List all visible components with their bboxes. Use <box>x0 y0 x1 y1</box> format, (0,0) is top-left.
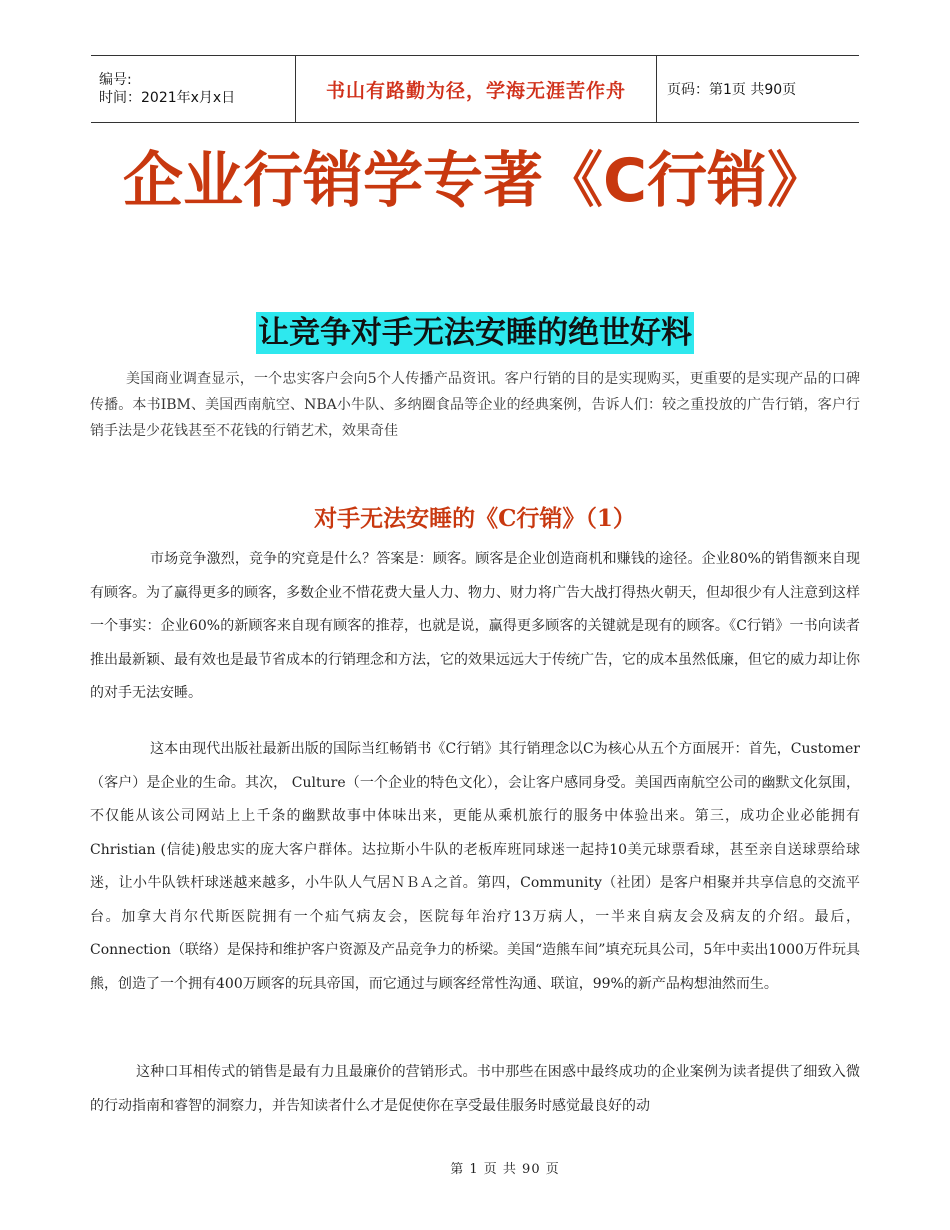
body-paragraph-3: 这种口耳相传式的销售是最有力且最廉价的营销形式。书中那些在困惑中最终成功的企业案例为读者提供了细致入微的行动指南和睿智的洞察力，并告知读者什么才是促使你在享受最佳服务时感觉最良好的动 <box>90 1064 860 1114</box>
motto-text: 书山有路勤为径，学海无涯苦作舟 <box>325 79 626 102</box>
header-meta <box>91 56 295 122</box>
time-label: 时间：2021年x月x日 <box>99 90 236 106</box>
document-subtitle: 让竞争对手无法安睡的绝世好料 <box>256 312 694 354</box>
page-info-text: 页码：第1页 共90页 <box>667 82 797 98</box>
intro-paragraph: 美国商业调查显示，一个忠实客户会向5个人传播产品资讯。客户行销的目的是实现购买，更重要的是实现产品的口碑传播。本书IBM、美国西南航空、NBA小牛队、多纳圈食品等企业的经典案例，告诉人们：较之重投放的广告行销，客户行销手法是少花钱甚至不花钱的行销艺术，效果奇佳 <box>90 371 860 439</box>
subtitle-wrap <box>0 312 950 354</box>
document-header <box>91 55 859 123</box>
body-paragraph-1: 市场竞争激烈，竞争的究竟是什么？答案是：顾客。顾客是企业创造商机和赚钱的途径。企业80%的销售额来自现有顾客。为了赢得更多的顾客，多数企业不惜花费大量人力、物力、财力将广告大战打得热火朝天，但却很少有人注意到这样一个事实：企业60%的新顾客来自现有顾客的推荐，也就是说，赢得更多顾客的关键就是现有的顾客。《C行销》一书向读者推出最新颖、最有效也是最节省成本的行销理念和方法，它的效果远远大于传统广告，它的成本虽然低廉，但它的威力却让你的对手无法安睡。 <box>90 551 860 701</box>
document-title: 企业行销学专著《C行销》 <box>122 146 828 216</box>
section-title: 对手无法安睡的《C行销》（1） <box>314 505 636 532</box>
header-motto <box>295 56 657 122</box>
body-paragraph-2: 这本由现代出版社最新出版的国际当红畅销书《C行销》其行销理念以C为核心从五个方面展开：首先，Customer（客户）是企业的生命。其次， Culture（一个企业的特色文化），会让客户感同身受。美国西南航空公司的幽默文化氛围，不仅能从该公司网站上上千条的幽默故事中体味出来，更能从乘机旅行的服务中体验出来。第三，成功企业必能拥有 Christian (信徒)般忠实的庞大客户群体。达拉斯小牛队的老板库班同球迷一起持10美元球票看球，甚至亲自送球票给球迷，让小牛队铁杆球迷越来越多，小牛队人气居ＮＢＡ之首。第四，Community（社团）是客户相聚并共享信息的交流平台。加拿大肖尔代斯医院拥有一个疝气病友会，医院每年治疗13万病人，一半来自病友会及病友的介绍。最后，Connection（联络）是保持和维护客户资源及产品竞争力的桥梁。美国“造熊车间”填充玩具公司，5年中卖出1000万件玩具熊，创造了一个拥有400万顾客的玩具帝国，而它通过与顾客经常性沟通、联谊，99%的新产品构想油然而生。 <box>90 741 860 992</box>
number-label: 编号: <box>99 72 132 88</box>
header-page-info <box>657 56 796 122</box>
page-footer: 第 1 页 共 90 页 <box>450 1162 560 1177</box>
